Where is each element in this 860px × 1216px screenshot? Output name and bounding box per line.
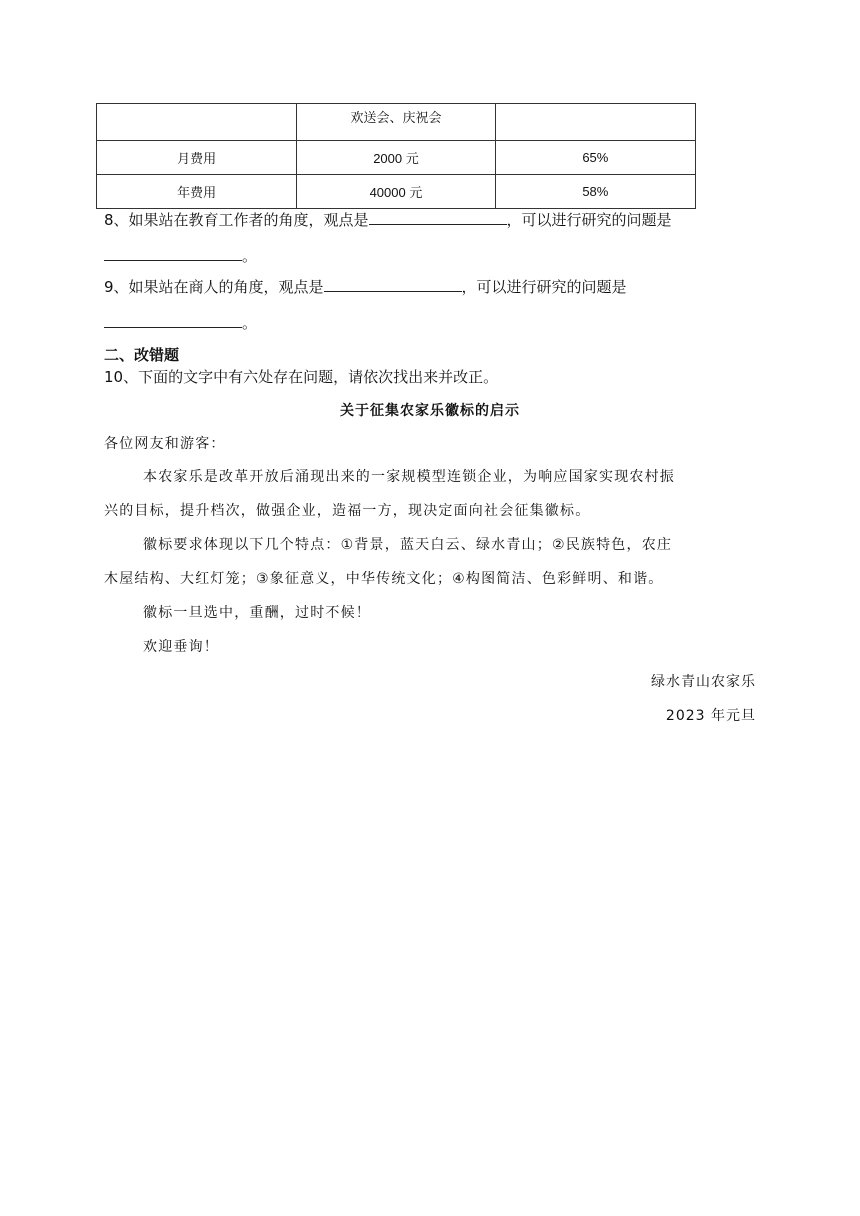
- notice-paragraph-2-line-2: 木屋结构、大红灯笼；③象征意义，中华传统文化；④构图简洁、色彩鲜明、和谐。: [104, 571, 664, 587]
- answer-blank[interactable]: [369, 210, 507, 225]
- question-9-end: 。: [242, 314, 258, 332]
- question-9-continued: [104, 313, 257, 333]
- question-8-end: 。: [242, 247, 258, 265]
- question-8-part1: 8、如果站在教育工作者的角度，观点是: [104, 211, 369, 229]
- notice-title: 关于征集农家乐徽标的启示: [340, 403, 520, 419]
- question-8-continued: [104, 246, 257, 266]
- table-cell-percent: 65%: [495, 141, 695, 175]
- notice-paragraph-4: 欢迎垂询！: [143, 639, 219, 655]
- question-8-part2: ，可以进行研究的问题是: [506, 211, 672, 229]
- table-row: [97, 175, 696, 209]
- table-cell-value: 欢送会、庆祝会: [297, 104, 495, 141]
- answer-blank[interactable]: [104, 246, 242, 261]
- table-cell-percent: [495, 104, 695, 141]
- question-10: 10、下面的文字中有六处存在问题，请依次找出来并改正。: [104, 368, 499, 386]
- question-9-part1: 9、如果站在商人的角度，观点是: [104, 278, 324, 296]
- table-row: [97, 141, 696, 175]
- table-cell-label: [97, 104, 297, 141]
- table-cell-value: 40000 元: [297, 175, 495, 209]
- question-8: [104, 210, 672, 230]
- section-heading: 二、改错题: [104, 346, 180, 364]
- notice-salutation: 各位网友和游客：: [104, 436, 226, 452]
- question-9: [104, 277, 627, 297]
- notice-paragraph-2-line-1: 徽标要求体现以下几个特点：①背景，蓝天白云、绿水青山；②民族特色，农庄: [143, 537, 673, 553]
- answer-blank[interactable]: [104, 313, 242, 328]
- notice-date: 2023 年元旦: [665, 708, 756, 724]
- table-cell-value: 2000 元: [297, 141, 495, 175]
- fee-table: [96, 103, 696, 209]
- answer-blank[interactable]: [324, 277, 462, 292]
- table-row: [97, 104, 696, 141]
- notice-paragraph-1-line-2: 兴的目标，提升档次，做强企业，造福一方，现决定面向社会征集徽标。: [104, 503, 591, 519]
- table-cell-label: 年费用: [97, 175, 297, 209]
- table-cell-label: 月费用: [97, 141, 297, 175]
- notice-paragraph-3: 徽标一旦选中，重酬，过时不候！: [143, 605, 371, 621]
- table-cell-percent: 58%: [495, 175, 695, 209]
- notice-signature: 绿水青山农家乐: [651, 674, 756, 690]
- question-9-part2: ，可以进行研究的问题是: [461, 278, 627, 296]
- notice-paragraph-1-line-1: 本农家乐是改革开放后涌现出来的一家规模型连锁企业，为响应国家实现农村振: [143, 469, 675, 485]
